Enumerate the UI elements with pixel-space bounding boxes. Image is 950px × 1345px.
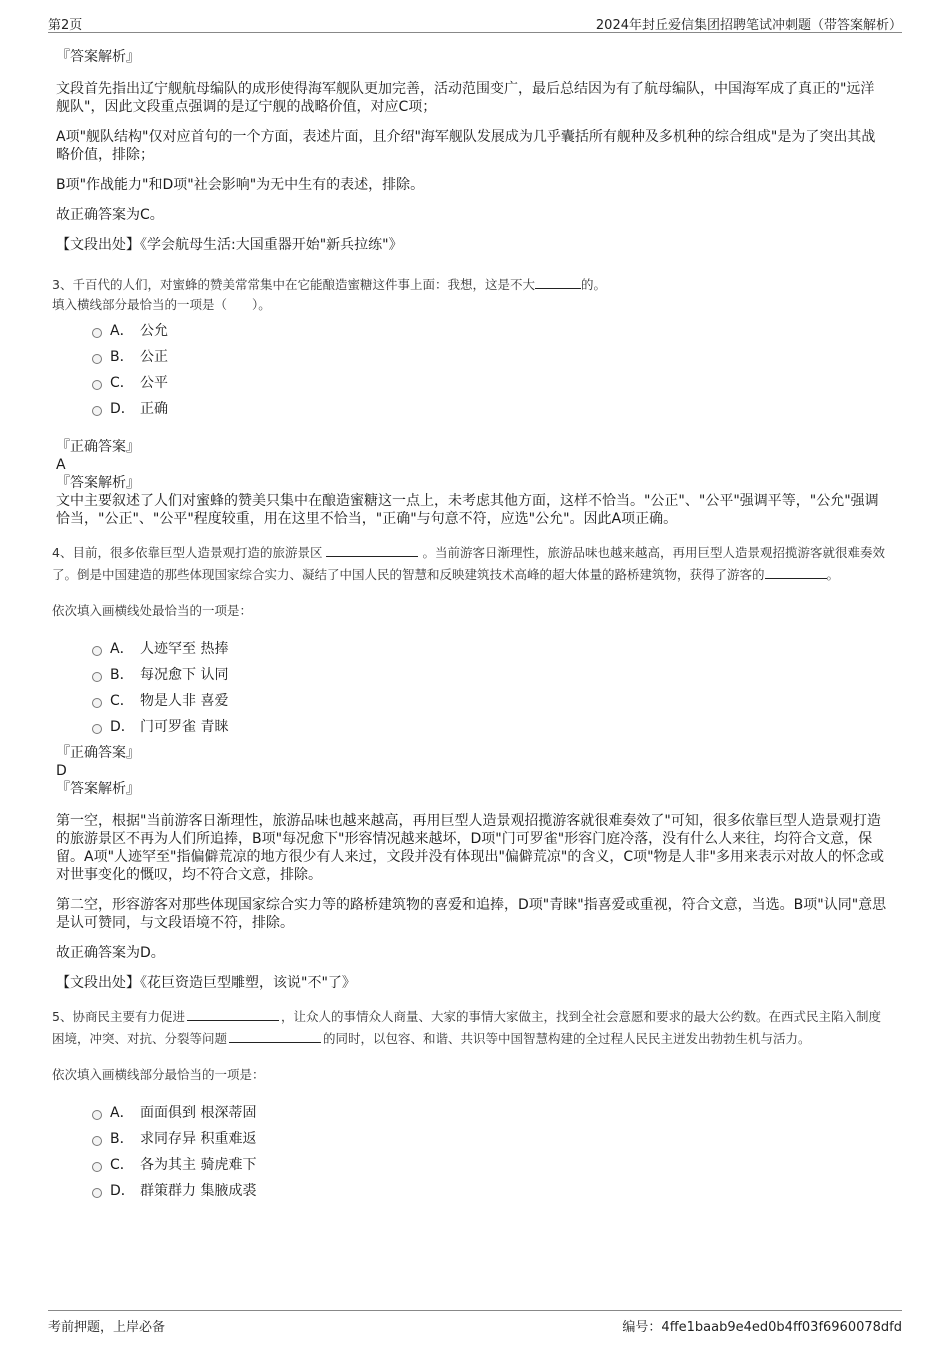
option-b[interactable]: B． 求同存异 积重难返 [52, 1126, 888, 1152]
answer-blank [535, 274, 581, 289]
page-number: 第2页 [48, 18, 83, 33]
radio-icon[interactable] [92, 1162, 102, 1172]
radio-icon[interactable] [92, 1136, 102, 1146]
page-content [52, 44, 888, 1204]
question-2-analysis [56, 48, 888, 254]
option-a[interactable]: A． 公允 [52, 318, 888, 344]
analysis-paragraph: 第二空，形容游客对那些体现国家综合实力等的路桥建筑物的喜爱和追捧，D项"青睐"指喜爱或重视，符合文意，当选。B项"认同"意思是认可赞同，与文段语境不符，排除。 [56, 897, 887, 931]
source-citation: 【文段出处】《学会航母生活:大国重器开始"新兵拉练"》 [56, 237, 403, 253]
option-d[interactable]: D． 门可罗雀 青睐 [52, 714, 888, 740]
analysis-label: 『答案解析』 [56, 49, 140, 65]
question-stem: 4、目前，很多依靠巨型人造景观打造的旅游景区 。当前游客日渐理性，旅游品味也越来越高，再用巨型人造景观招揽游客就很难奏效了。倒是中国建造的那些体现国家综合实力、凝结了中国人民的智慧和反映建筑技术高峰的超大体量的路桥建筑物，获得了游客的 。 [52, 542, 888, 586]
radio-icon[interactable] [92, 672, 102, 682]
correct-answer-label: 『正确答案』 [56, 439, 140, 455]
footer-slogan: 考前押题，上岸必备 [48, 1320, 166, 1335]
option-d[interactable]: D． 群策群力 集腋成裘 [52, 1178, 888, 1204]
correct-answer-label: 『正确答案』 [56, 745, 140, 761]
question-stem: 3、千百代的人们，对蜜蜂的赞美常常集中在它能酿造蜜糖这件事上面：我想，这是不大 的。 [52, 274, 888, 296]
analysis-paragraph: 故正确答案为D。 [56, 945, 165, 961]
analysis-paragraph: B项"作战能力"和D项"社会影响"为无中生有的表述，排除。 [56, 177, 425, 193]
option-c[interactable]: C． 各为其主 骑虎难下 [52, 1152, 888, 1178]
option-c[interactable]: C． 公平 [52, 370, 888, 396]
question-5 [52, 1006, 888, 1204]
analysis-paragraph: 文段首先指出辽宁舰航母编队的成形使得海军舰队更加完善，活动范围变广，最后总结因为有了航母编队，中国海军成了真正的"远洋舰队"，因此文段重点强调的是辽宁舰的战略价值，对应C项； [56, 81, 875, 115]
correct-answer: A [56, 457, 66, 473]
analysis-paragraph: 文中主要叙述了人们对蜜蜂的赞美只集中在酿造蜜糖这一点上，未考虑其他方面，这样不恰当。"公正"、"公平"强调平等，"公允"强调恰当，"公正"、"公平"程度较重，用在这里不恰当，"正确"与句意不符，应选"公允"。因此A项正确。 [56, 493, 879, 527]
source-citation: 【文段出处】《花巨资造巨型雕塑，该说"不"了》 [56, 975, 356, 991]
question-3 [52, 274, 888, 528]
radio-icon[interactable] [92, 328, 102, 338]
answer-blank [326, 542, 418, 557]
analysis-label: 『答案解析』 [56, 475, 140, 491]
answer-blank [229, 1028, 321, 1043]
answer-blank [765, 564, 827, 579]
options-list [52, 318, 888, 422]
correct-answer: D [56, 763, 67, 779]
options-list [52, 636, 888, 740]
analysis-paragraph: 第一空，根据"当前游客日渐理性，旅游品味也越来越高，再用巨型人造景观招揽游客就很难奏效了"可知，很多依靠巨型人造景观打造的旅游景区不再为人们所追捧，B项"每况愈下"形容情况越来越坏，D项"门可罗雀"形容门庭冷落，没有什么人来往，均符合文意，保留。A项"人迹罕至"指偏僻荒凉的地方很少有人来过，文段并没有体现出"偏僻荒凉"的含义，C项"物是人非"多用来表示对故人的怀念或对世事变化的慨叹，均不符合文意，排除。 [56, 813, 884, 883]
option-b[interactable]: B． 每况愈下 认同 [52, 662, 888, 688]
radio-icon[interactable] [92, 380, 102, 390]
option-c[interactable]: C． 物是人非 喜爱 [52, 688, 888, 714]
option-a[interactable]: A． 人迹罕至 热捧 [52, 636, 888, 662]
radio-icon[interactable] [92, 724, 102, 734]
document-code: 编号：4ffe1baab9e4ed0b4ff03f6960078dfd [622, 1320, 902, 1335]
radio-icon[interactable] [92, 646, 102, 656]
radio-icon[interactable] [92, 354, 102, 364]
option-d[interactable]: D． 正确 [52, 396, 888, 422]
radio-icon[interactable] [92, 406, 102, 416]
question-prompt: 填入横线部分最恰当的一项是（ ）。 [52, 297, 271, 312]
page-header [48, 10, 902, 33]
analysis-paragraph: A项"舰队结构"仅对应首句的一个方面，表述片面，且介绍"海军舰队发展成为几乎囊括所有舰种及多机种的综合组成"是为了突出其战略价值，排除； [56, 129, 876, 163]
question-stem: 5、协商民主要有力促进 ，让众人的事情众人商量、大家的事情大家做主，找到全社会意愿和要求的最大公约数。在西式民主陷入制度困境，冲突、对抗、分裂等问题 的同时，以包容、和谐、共识等中国智慧构建的全过程人民民主迸发出勃勃生机与活力。 [52, 1006, 888, 1050]
document-title: 2024年封丘爱信集团招聘笔试冲刺题（带答案解析） [595, 18, 902, 33]
answer-blank [187, 1006, 279, 1021]
question-prompt: 依次填入画横线处最恰当的一项是： [52, 603, 253, 618]
analysis-paragraph: 故正确答案为C。 [56, 207, 164, 223]
analysis-label: 『答案解析』 [56, 781, 140, 797]
question-4 [52, 542, 888, 992]
option-a[interactable]: A． 面面俱到 根深蒂固 [52, 1100, 888, 1126]
question-prompt: 依次填入画横线部分最恰当的一项是： [52, 1067, 265, 1082]
radio-icon[interactable] [92, 698, 102, 708]
options-list [52, 1100, 888, 1204]
radio-icon[interactable] [92, 1188, 102, 1198]
page-footer [48, 1310, 902, 1337]
option-b[interactable]: B． 公正 [52, 344, 888, 370]
radio-icon[interactable] [92, 1110, 102, 1120]
